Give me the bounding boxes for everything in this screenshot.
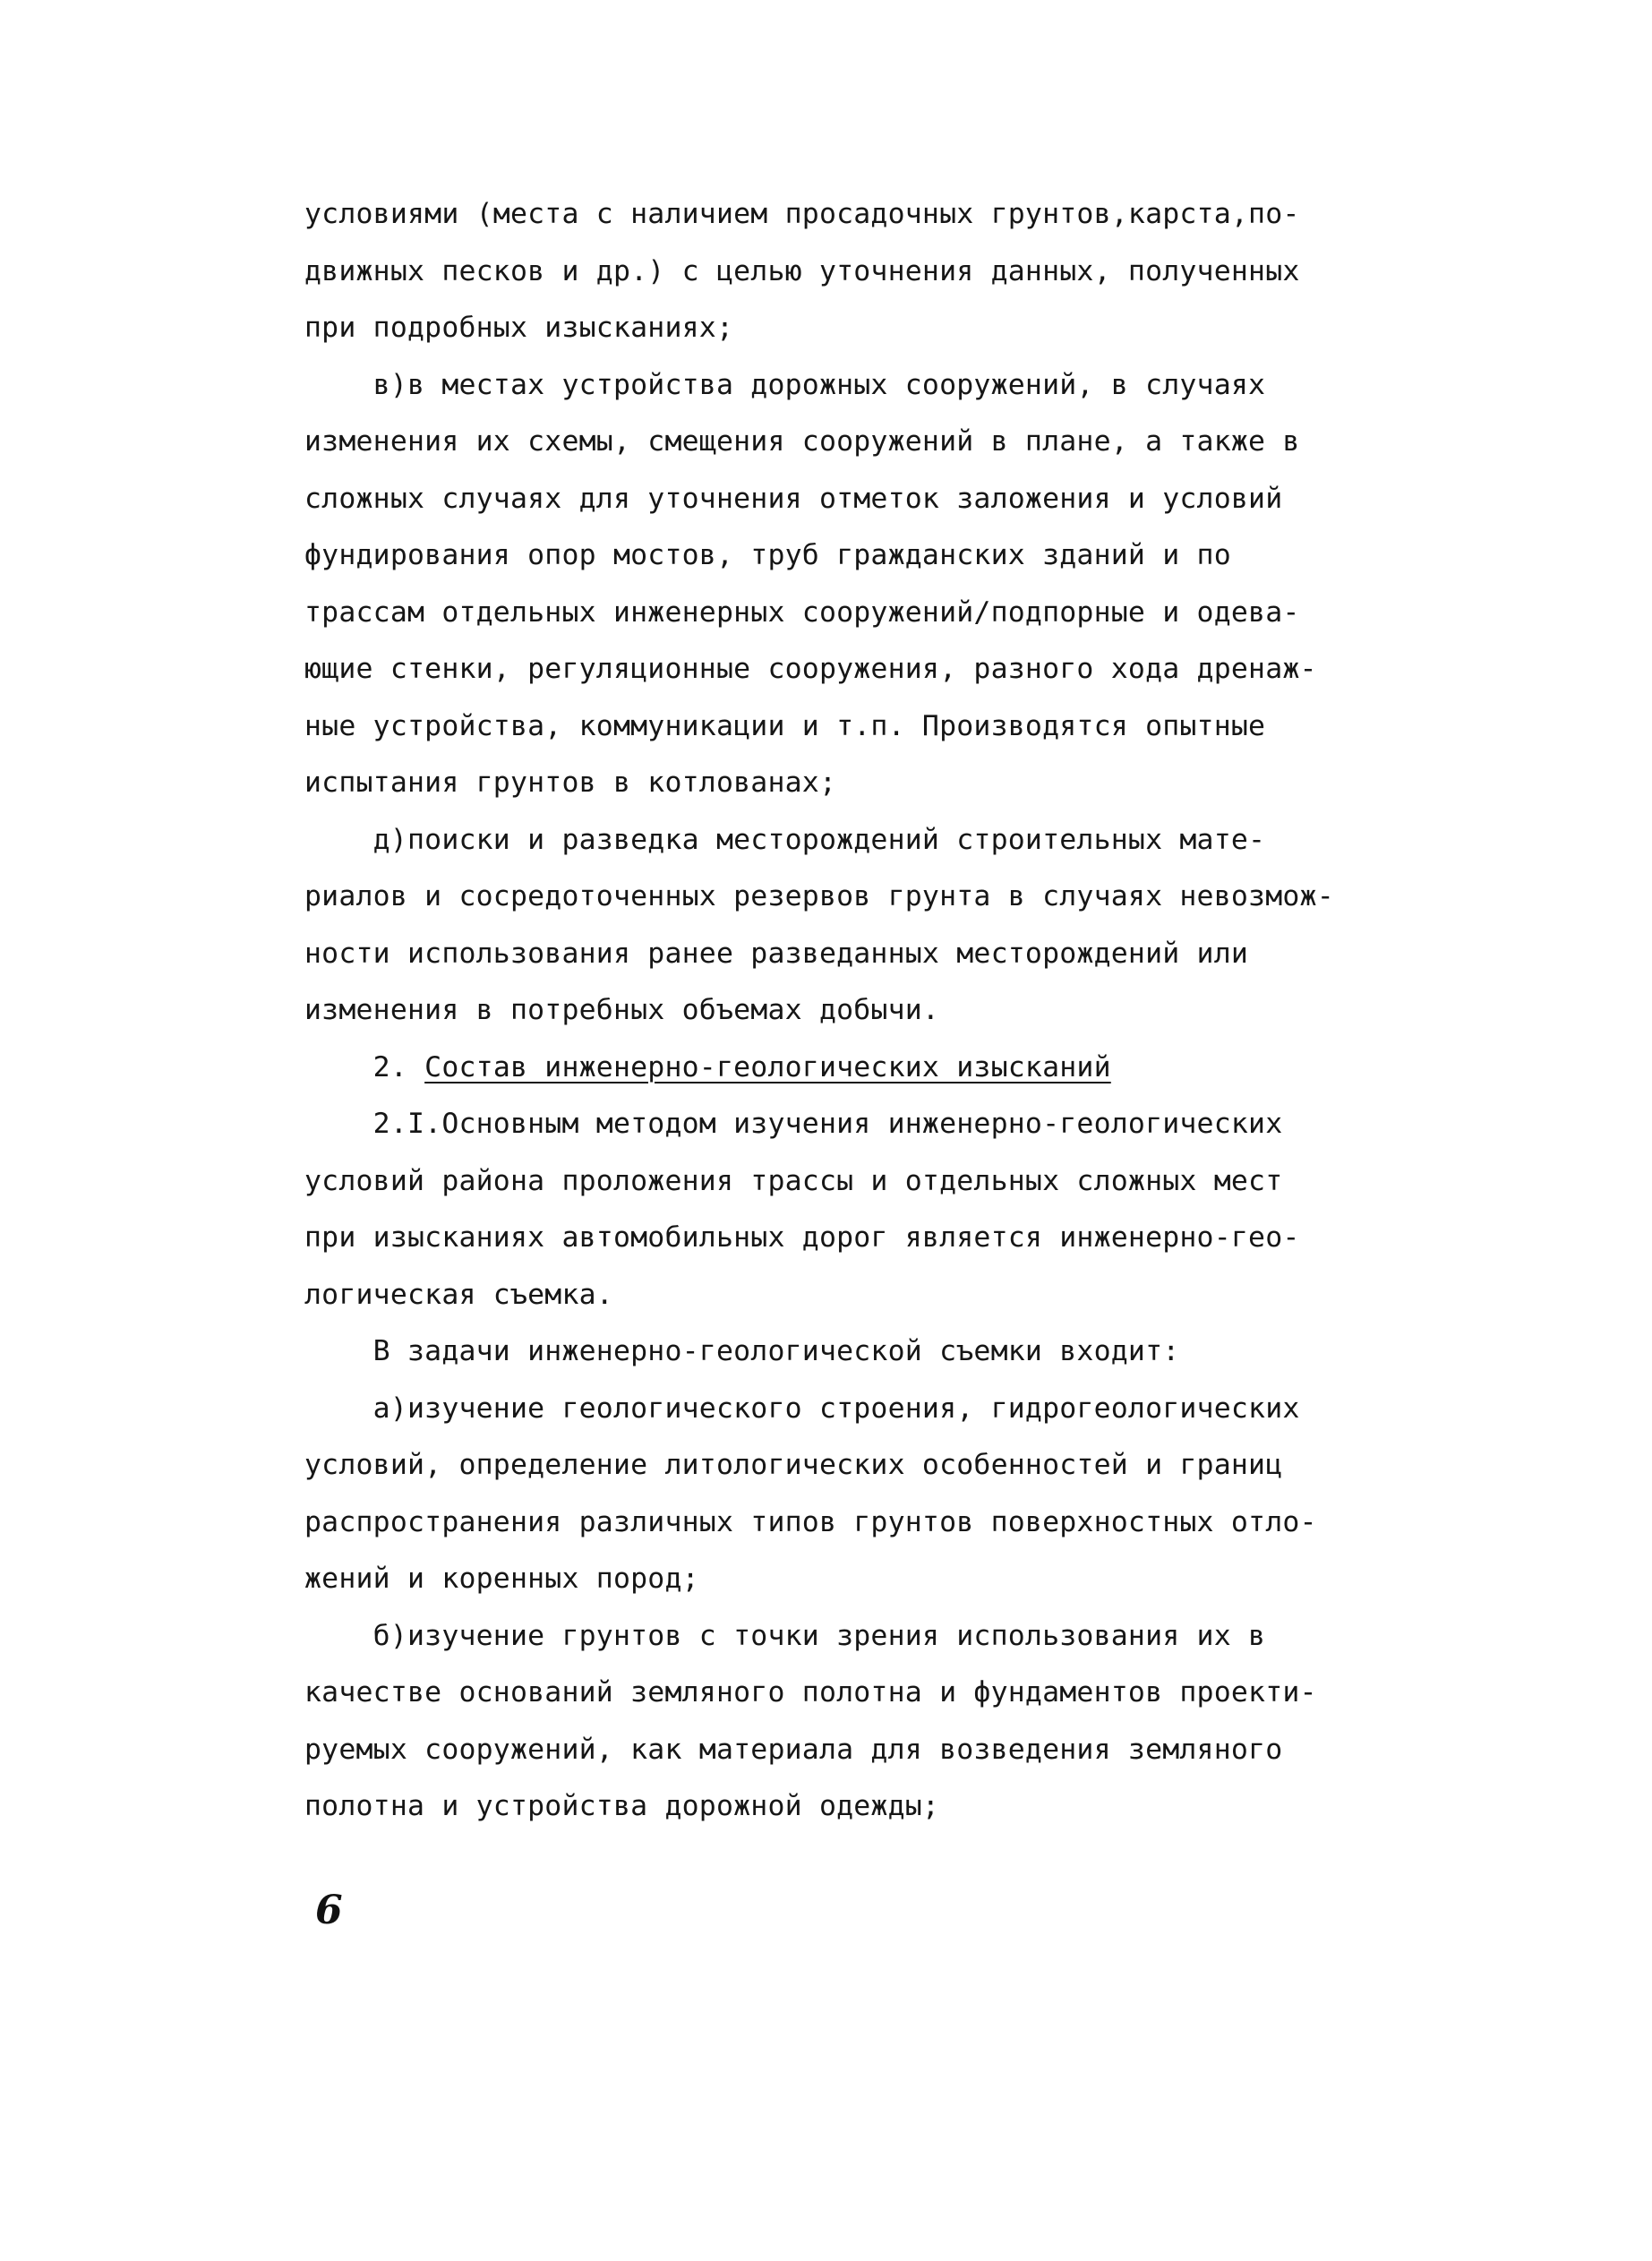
text-line: при изысканиях автомобильных дорог является инженерно-гео-	[304, 1221, 1300, 1254]
text-line: ные устройства, коммуникации и т.п. Производятся опытные	[304, 709, 1266, 742]
section-heading-number: 2.	[304, 1050, 425, 1083]
text-line: 2.I.Основным методом изучения инженерно-геологических	[304, 1108, 1283, 1140]
text-line: руемых сооружений, как материала для возведения земляного	[304, 1733, 1283, 1766]
text-line: в)в местах устройства дорожных сооружений, в случаях	[304, 368, 1266, 401]
text-line: условий, определение литологических особенностей и границ	[304, 1449, 1283, 1481]
text-line: испытания грунтов в котлованах;	[304, 767, 837, 799]
text-line: ности использования ранее разведанных месторождений или	[304, 937, 1249, 970]
text-line: качестве оснований земляного полотна и фундаментов проекти-	[304, 1676, 1317, 1709]
text-line: ющие стенки, регуляционные сооружения, разного хода дренаж-	[304, 653, 1317, 685]
section-heading-title: Состав инженерно-геологических изысканий	[424, 1050, 1111, 1083]
text-line: условий района проложения трассы и отдельных сложных мест	[304, 1164, 1283, 1197]
page-number: 6	[315, 1888, 343, 1933]
text-line: фундирования опор мостов, труб гражданских зданий и по	[304, 539, 1231, 571]
text-line: условиями (места с наличием просадочных грунтов,карста,по-	[304, 198, 1300, 230]
text-line: изменения в потребных объемах добычи.	[304, 994, 940, 1026]
text-line: полотна и устройства дорожной одежды;	[304, 1790, 940, 1822]
text-line: сложных случаях для уточнения отметок заложения и условий	[304, 482, 1283, 515]
text-line: жений и коренных пород;	[304, 1563, 699, 1595]
section-heading	[304, 1040, 1379, 1097]
text-line: логическая съемка.	[304, 1278, 613, 1311]
text-line: трассам отдельных инженерных сооружений/подпорные и одева-	[304, 595, 1300, 629]
text-line: изменения их схемы, смещения сооружений в плане, а также в	[304, 425, 1300, 458]
text-line: а)изучение геологического строения, гидрогеологических	[304, 1392, 1300, 1425]
text-line: риалов и сосредоточенных резервов грунта в случаях невозмож-	[304, 880, 1334, 912]
body-text	[304, 186, 1379, 1836]
text-line: движных песков и др.) с целью уточнения данных, полученных	[304, 254, 1300, 287]
text-line: распространения различных типов грунтов поверхностных отло-	[304, 1505, 1317, 1538]
text-line: В задачи инженерно-геологической съемки входит:	[304, 1335, 1180, 1367]
text-line: при подробных изысканиях;	[304, 312, 734, 344]
text-line: б)изучение грунтов с точки зрения использования их в	[304, 1619, 1266, 1652]
text-line: д)поиски и разведка месторождений строительных мате-	[304, 823, 1266, 856]
